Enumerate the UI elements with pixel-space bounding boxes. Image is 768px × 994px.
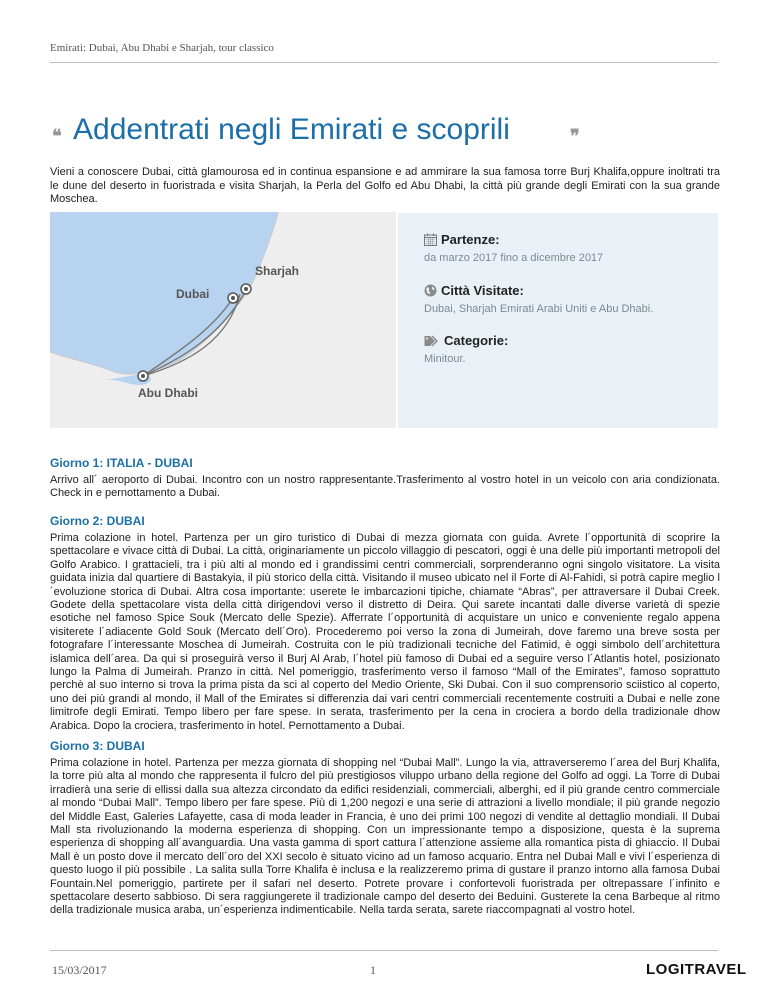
map-label-abudhabi: Abu Dhabi xyxy=(138,386,198,400)
title-block xyxy=(50,110,718,156)
page-header: Emirati: Dubai, Abu Dhabi e Sharjah, tour classico xyxy=(50,42,274,54)
page-title: Addentrati negli Emirati e scoprili xyxy=(73,113,510,146)
day-text: Arrivo all´ aeroporto di Dubai. Incontro con un nostro rappresentante.Trasferimento al vostro hotel in un veicolo con aria condizionata. Check in e pernottamento a Dubai. xyxy=(50,474,720,500)
info-partenze xyxy=(424,232,603,264)
footer-date: 15/03/2017 xyxy=(52,963,107,977)
footer-divider xyxy=(50,950,718,951)
day-title: Giorno 3: DUBAI xyxy=(50,739,145,753)
info-categorie xyxy=(424,333,508,365)
tags-icon xyxy=(424,335,440,347)
info-partenze-label: Partenze: xyxy=(441,232,500,247)
map-label-dubai: Dubai xyxy=(176,287,210,301)
day-section-3 xyxy=(50,739,720,918)
quote-close-icon: ❞ xyxy=(570,126,580,147)
page-number: 1 xyxy=(370,963,376,977)
marker-sharjah xyxy=(241,284,251,294)
day-section-1 xyxy=(50,456,720,501)
day-text: Prima colazione in hotel. Partenza per mezza giornata di shopping nel “Dubai Mall”. Lungo la via, attraverseremo l´area del Burj Khalifa, la torre più alta al mondo che rappresenta il fulcro del più prestigiosos viluppo urbano della regione del Golfo ad oggi. La Torre di Dubai irradierà una serie di ellissi dalla sua altezza circondato da edifici residenziali, commerciali, alberghi, ed il più grande centro commerciale al mondo “Dubai Mall”. Tempo libero per fare spese. Più di 1,200 negozi e una serie di attrazioni a livello mondiale; il più grande negozio del Middle East, Galeries Lafayette, casa di moda leader in Francia, è uno dei primi 100 negozi di vendite al dettaglio mondiali. Il Dubai Mall sta rivoluzionando la moderna esperienza di shopping. Con un impressionante tempo a disposizione, questa è la suprema esperienza di shopping all´avanguardia. Una vasta gamma di sport cattura l´attenzione assieme alla romantica pista di ghiaccio. Il Dubai Mall è un posto dove il mercato dell´oro del XXI secolo è situato vicino ad un famoso acquario. Entra nel Dubai Mall e vivi l´esperienza di questo luogo il più possibile . La salita sulla Torre Khalifa è inclusa e la realizzeremo prima di gustare il pranzo intorno alla famosa Dubai Fountain.Nel pomeriggio, partirete per il safari nel deserto. Potrete provare i confortevoli fuoristrada per oltrepassare l´infinito e spettacolare deserto sabbioso. Di sera raggiungerete il tradizionale campo del deserto dei Beduini. Gusterete la cena Barbeque al ritmo della tradizionale musica araba, un´esperienza indimenticabile. Nella tarda serata, sarete riaccompagnati al vostro hotel. xyxy=(50,757,720,917)
route-map-svg xyxy=(50,212,396,428)
map-label-sharjah: Sharjah xyxy=(255,264,300,278)
day-section-2 xyxy=(50,514,720,733)
route-map xyxy=(50,212,396,428)
logitravel-logo: LOGITRAVEL xyxy=(646,961,747,978)
day-title: Giorno 1: ITALIA - DUBAI xyxy=(50,456,193,470)
marker-abudhabi xyxy=(138,371,148,381)
quote-open-icon: ❝ xyxy=(52,126,62,147)
calendar-icon xyxy=(424,233,437,246)
info-citta-value: Dubai, Sharjah Emirati Arabi Uniti e Abu Dhabi. xyxy=(424,303,654,315)
info-partenze-value: da marzo 2017 fino a dicembre 2017 xyxy=(424,252,604,264)
marker-dubai xyxy=(228,293,238,303)
info-categorie-value: Minitour. xyxy=(424,353,466,365)
day-text: Prima colazione in hotel. Partenza per un giro turistico di Dubai di mezza giornata con guida. Avrete l´opportunità di scoprire la spettacolare e vivace città di Dubai. La città, originariamente un piccolo villaggio di pescatori, oggi è una delle più importanti metropoli del Golfo Arabico. I grattacieli, tra i più alti al mondo ed i grandissimi centri commerciali, sorprenderanno ogni singolo visitatore. La visita guidata inizia dal quartiere di Bastakyia, il più storico della città. Visitando il museo ubicato nel il Forte di Al-Fahidi, si potrà capire meglio l´evoluzione storica di Dubai. Altra cosa importante: userete le imbarcazioni tipiche, chiamate “Abras”, per attraversare il Dubai Creek. Godete della spettacolare vista della città dirigendovi verso il distretto di Deira. Qui sarete incantati dalle diverse varietà di spezie esotiche nel famoso Spice Souk (Mercato delle Spezie). Afferrate l´opportunità di acquistare un unico e conveniente regalo appena visiterete l´adiacente Gold Souk (Mercato dell´Oro). Procederemo poi verso la zona di Jumeirah, dove faremo una breve sosta per fotografare l´interessante Moschea di Jumeirah. Costruita con le più tradizionali tecniche del Fatimid, è oggi simbolo dell´architettura islamica dell´area. Da qui si proseguirà verso il Burj Al Arab, l´hotel più famoso di Dubai ed a seguire verso l´Atlantis hotel, posizionato lungo la Palma di Jumeirah. Pranzo in città. Nel pomeriggio, trasferimento verso il famoso “Mall of the Emirates”, famoso soprattuto perchè al suo interno si trova la prima pista da sci al coperto del Medio Oriente, Ski Dubai. Con il suo comprensorio sciistico al coperto, uno dei più grandi al mondo, il Mall of the Emirates si differenzia dai vari centri commerciali recentemente costruiti a Dubai e nelle zone limitrofe degli Emirati. Tempo libero per fare spese. In serata, trasferimento per la cena in crociera a bordo della tradizionale dhow Arabica. Dopo la crociera, trasferimento in hotel. Pernottamento a Dubai. xyxy=(50,532,720,732)
intro-paragraph: Vieni a conoscere Dubai, città glamourosa ed in continua espansione e ad ammirare la sua famosa torre Burj Khalifa,oppure inoltrati tra le dune del deserto in fuoristrada e visita Sharjah, la Perla del Golfo ed Abu Dhabi, la città più grande degli Emirati con la sua grande Moschea. xyxy=(50,166,720,205)
tour-info-panel xyxy=(398,213,718,428)
info-citta xyxy=(424,283,653,315)
day-title: Giorno 2: DUBAI xyxy=(50,514,145,528)
header-divider xyxy=(50,62,718,63)
info-citta-label: Città Visitate: xyxy=(441,283,524,298)
info-categorie-label: Categorie: xyxy=(444,333,509,348)
globe-icon xyxy=(424,284,437,297)
